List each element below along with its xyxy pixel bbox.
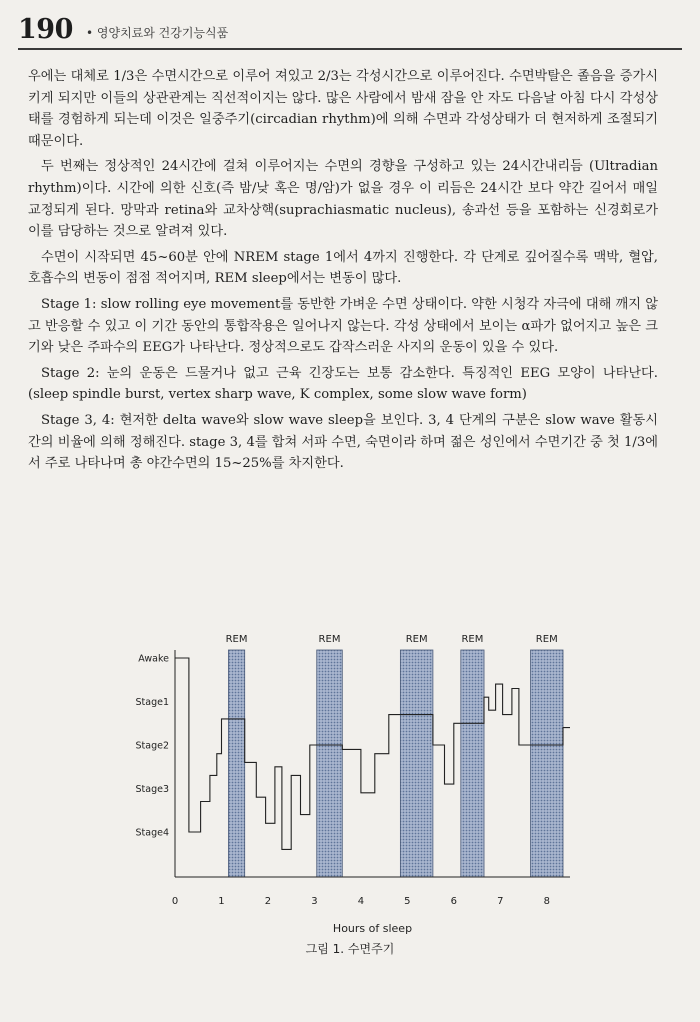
x-tick-label: 3 xyxy=(311,896,318,907)
x-tick-label: 7 xyxy=(497,896,504,907)
page-number: 190 xyxy=(18,14,73,45)
rem-period-bar xyxy=(531,650,564,877)
paragraph: 우에는 대체로 1/3은 수면시간으로 이루어 져있고 2/3는 각성시간으로 이루어진다. 수면박탈은 졸음을 증가시키게 되지만 이들의 상관관계는 직선적이지는 않다. 많은 사람에서 밤새 잠을 안 자도 다음날 아침 다시 각성상태를 경험하게 되는데 이것은 일중주기(circadian rhythm)에 의해 수면과 각성상태가 더 현저하게 조절되기 때문이다. xyxy=(28,69,658,149)
rem-label: REM xyxy=(461,634,484,645)
rem-period-bar xyxy=(400,650,433,877)
running-title: • 영양치료와 건강기능식품 xyxy=(86,26,229,40)
x-tick-label: 0 xyxy=(171,896,179,907)
paragraph: Stage 1: slow rolling eye movement를 동반한 가벼운 수면 상태이다. 약한 시청각 자극에 대해 깨지 않고 반응할 수 있고 이 기간 동안의 통합작용은 일어나지 않는다. 각성 상태에서 보이는 α파가 없어지고 높은 크기와 낮은 주파수의 EEG가 나타난다. 정상적으로도 갑작스러운 사지의 운동이 있을 수 있다. xyxy=(28,296,658,356)
x-tick-label: 1 xyxy=(218,896,225,907)
rem-label: REM xyxy=(535,634,558,645)
y-level-label: Stage3 xyxy=(135,784,169,795)
x-tick-label: 4 xyxy=(357,896,365,907)
rem-label: REM xyxy=(405,634,428,645)
y-level-label: Stage2 xyxy=(135,740,169,752)
x-tick-label: 5 xyxy=(404,896,411,907)
x-tick-label: 6 xyxy=(450,896,458,907)
paragraph: 두 번째는 정상적인 24시간에 걸쳐 이루어지는 수면의 경향을 구성하고 있는 24시간내리듬 (Ultradian rhythm)이다. 시간에 의한 신호(즉 밤/낮 혹은 명/암)가 없을 경우 이 리듬은 24시간 보다 약간 길어서 매일 교정되게 된다. 망막과 retina와 교차상핵(suprachiasmatic nucleus), 송과선 등을 포함하는 신경회로가 이를 담당하는 것으로 알려져 있다. xyxy=(28,159,658,240)
rem-label: REM xyxy=(318,634,341,645)
paragraph: 수면이 시작되면 45~60분 안에 NREM stage 1에서 4까지 진행한다. 각 단계로 깊어질수록 맥박, 혈압, 호흡수의 변동이 점점 적어지며, REM sleep에서는 변동이 많다. xyxy=(28,249,658,287)
paragraph: Stage 2: 눈의 운동은 드물거나 없고 근육 긴장도는 보통 감소한다. 특징적인 EEG 모양이 나타난다. (sleep spindle burst, vertex sharp wave, K complex, some slow wave form) xyxy=(28,365,658,403)
y-level-label: Stage1 xyxy=(135,697,169,708)
x-axis-label: Hours of sleep xyxy=(332,922,413,935)
sleep-cycle-figure xyxy=(120,622,600,962)
figure-caption: 그림 1. 수면주기 xyxy=(305,942,395,956)
hypnogram-chart xyxy=(120,622,600,937)
rem-period-bar xyxy=(461,650,484,877)
x-tick-label: 2 xyxy=(264,896,272,907)
body-text xyxy=(28,66,658,479)
paragraph: Stage 3, 4: 현저한 delta wave와 slow wave sleep을 보인다. 3, 4 단계의 구분은 slow wave 활동시간의 비율에 의해 정해진다. stage 3, 4를 합쳐 서파 수면, 숙면이라 하며 젊은 성인에서 수면기간 중 첫 1/3에서 주로 나타나며 총 야간수면의 15~25%를 차지한다. xyxy=(28,412,658,472)
x-tick-label: 8 xyxy=(543,896,550,907)
page-header xyxy=(18,14,682,50)
rem-label: REM xyxy=(225,634,248,645)
rem-period-bar xyxy=(228,650,244,877)
y-level-label: Stage4 xyxy=(135,827,169,839)
rem-period-bar xyxy=(317,650,343,877)
y-level-label: Awake xyxy=(138,653,169,665)
